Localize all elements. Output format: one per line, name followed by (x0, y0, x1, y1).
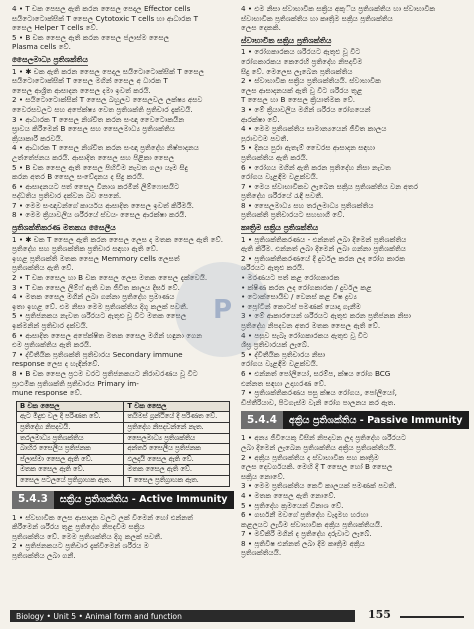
table-cell: T සෛල ප්‍රතිග්‍රාහක ඇත. (124, 475, 230, 486)
text-line: 8 • මෙම ක්‍රියාවලිය ශරීරයේ ස්වයං සෛල ආරක්ෂා කරයි. (12, 210, 187, 220)
text-line: mune response වේ. (12, 388, 83, 398)
footer-bar (10, 610, 355, 622)
text-line: 7 • ද්විතීයික ප්‍රතිශක්ති ප්‍රතිචාරය Secondary immune (12, 349, 183, 359)
text-line: ප්‍රතිදේහ නිපදවන අතර මතක සෛල ඇති වේ. (241, 321, 381, 330)
text-line: එම ප්‍රතිශක්තිය ඇති කරයි. (12, 340, 92, 350)
text-line: • ක්ෂීණ කරන ලද රෝගකාරක / දුර්වල කළ (241, 282, 372, 292)
section-heading: ප්‍රතිශක්තිකරණ මතකය සෛලීය (12, 223, 116, 233)
text-line: ඩිප්තීරියාව, පිටගැස්ම වැනි රෝග පාලනය කර ඇත. (241, 397, 396, 407)
text-line: පද්ධතිය ප්‍රතිචාර දක්වන බව පෙනේ. (12, 191, 122, 201)
text-line: 3 • මේ ආකාරයෙන් ශරීරයට ඇතුළු කරන ප්‍රතිජනක නිසා (241, 311, 411, 321)
table-header-cell: T චක සෛල (124, 401, 230, 412)
text-line: 4 • T චක පෙසල ඇති කරන සෛල පෙදල Effector cells (12, 4, 191, 13)
footer-label: Biology • Unit 5 • Animal form and function (16, 611, 182, 621)
text-line: ප්‍රතිශක්ති ප්‍රතිචාරයට සහභාගී වේ. (241, 210, 345, 220)
section-heading: සෛලමාධ්‍ය ප්‍රතිශක්තිය (12, 54, 88, 64)
text-line: response ලෙස ද හැඳින්වේ. (12, 359, 100, 369)
table-cell: ඇට මිදුළු වල දී පරිණත වේ. (17, 412, 124, 423)
page-footer (0, 607, 474, 629)
text-line: 1 • ප්‍රතිශක්තිකරණය - එන්නත් ලබා දීමෙන් ප්‍රතිශක්තිය (241, 234, 407, 244)
text-line: රෝගය වැළඳීම වළක්වයි. (241, 172, 319, 182)
section1-block (12, 67, 234, 221)
table-row (17, 454, 230, 465)
text-line: 1 • අන්‍ය ජීවියෙකු විසින් නිපදවන ලද ප්‍රතිදේහ ශරීරයට (241, 433, 407, 443)
text-line: 3 • මේ ක්‍රියාවලිය මගින් ශරීරය රෝගයෙන් (241, 104, 371, 114)
text-line: 3 • මෙම ප්‍රතිශක්තිය කෙටි කාලයක් පමණක් පවතී. (241, 481, 397, 491)
table-cell: මතක සෛල ඇති වේ. (124, 465, 230, 476)
text-line: ප්‍රතිශක්තිය ඇති වේ. (12, 263, 74, 273)
table-cell: ඵලදායී සෛල ඇති වේ. (124, 454, 230, 465)
text-line: සෛල ආශ්‍රිත ආසාදන සෛල දමා ඉවත් කරයි. (12, 85, 151, 95)
table-row (17, 465, 230, 476)
footer-rule (400, 616, 464, 618)
text-line: 7 • මව්කිරි මගින් ද ප්‍රතිදේහ දරුවාට ලැබේ. (241, 529, 372, 539)
text-line: පුරාවටම පවතී. (241, 133, 289, 143)
right-column (241, 4, 467, 558)
subsection-heading: කෘත්‍රිම සක්‍රිය ප්‍රතිශක්තිය (241, 223, 319, 233)
text-line: 1 • ස්වභාවික ලෙස ආසාදන වලට ලක් වීමෙන් හෝ එන්නත් (12, 512, 193, 522)
text-line: Plasma cells වේ. (12, 42, 71, 52)
table-row (17, 422, 230, 433)
text-line: සක්‍රිය නොවේ. (241, 471, 285, 481)
text-line: ඇති කිරීම. එන්නත් ලබා දීමෙන් ලබා ගන්නා ප්‍රතිශක්තිය (241, 244, 406, 254)
text-line: 8 • ප්‍රතිවිෂ එන්නත් ලබා දීම කෘත්‍රිම අක්‍රිය (241, 538, 365, 548)
text-line: 5 • B චක සෛල ඇති කරන සෛල ජලාස්ම සෛල (12, 32, 170, 42)
text-line: 7 • ප්‍රතිශක්තිකරණය පසු ක්ෂය රෝගය, පෝලියෝ, (241, 388, 397, 398)
text-line: ස්‍රාවය කිරීමෙන් B සෛල සහ සෛලමාධ්‍ය ප්‍රතිශක්තිය (12, 124, 175, 134)
banner-number: 5.4.4 (241, 411, 283, 429)
text-line: 4 • ආධාරක T සෛල නිශ්චිත කරන සංඥා ප්‍රතිදේහ නිෂ්පාදනය (12, 143, 200, 153)
text-line: 1 • ✱ චක T සෛල ඇති කරන සෛල ලෙස ද මතක සෛල ඇති වේ. (12, 234, 224, 244)
text-line: සයිටොටොක්සික් T සෛල මගින් සෛල අ ධාරක T (12, 76, 168, 86)
passive-immunity-block (241, 433, 467, 558)
table-cell: බාහිර සෛලීය ප්‍රතිජනක (17, 444, 124, 455)
text-line: ලබා දීමෙන් ලැබෙන ප්‍රතිශක්තිය අක්‍රිය ප්‍රතිශක්තියයි. (241, 442, 397, 452)
text-line: ස්වාභාවික ප්‍රතිශක්තිය හා කෘත්‍රිම සක්‍රිය ප්‍රතිශක්තිය (241, 13, 393, 23)
natural-active-block (241, 47, 467, 220)
table-cell: ප්‍රතිදේහ නිපදවන්නේ නැත. (124, 422, 230, 433)
text-line: කිරීමෙන් ශරීරය තුළ ප්‍රතිදේහ නිපදවීම සක්‍රිය (12, 522, 145, 532)
text-line: 1 • රෝගකාරකය ශරීරයට ඇතුළු වූ විට (241, 47, 361, 57)
text-line: ප්‍රාථමික ප්‍රතිශක්ති ප්‍රතිචාරය Primary im- (12, 378, 139, 388)
text-line: රෝගය වැළඳීම වළක්වයි. (241, 359, 319, 369)
text-line: ප්‍රතිශක්තිය වේ. මෙම ප්‍රතිශක්තිය දිගු කලක් පවතී. (12, 531, 163, 541)
table-row (17, 475, 230, 486)
text-line: ආරක්ෂා වේ. (241, 114, 280, 124)
subsection-heading: ස්වාභාවික සක්‍රිය ප්‍රතිශක්තිය (241, 35, 332, 45)
text-line: සයිටොටොක්සික් T සෛල Cytotoxic T cells හා ආධාරක T (12, 13, 199, 23)
text-line: ශීඝ්‍ර ප්‍රතිචාරයක් ලැබේ. (241, 340, 310, 350)
text-line: ප්‍රතිදේහ ශරීරයේ රැඳී පවතී. (241, 191, 324, 201)
text-line: වෛරසවලට සහ අපේක්ෂ්‍ය වෙත ප්‍රතිශක්ති ප්‍රතිචාර දැක්වයි. (12, 104, 193, 114)
table-cell: තයිමස් ග්‍රන්ථියේ දී පරිණත වේ. (124, 412, 230, 423)
text-line: T සෛල හා B සෛල ක්‍රියාත්මක වේ. (241, 95, 356, 105)
banner-title: අක්‍රිය ප්‍රතිශක්තිය - Passive Immunity (283, 411, 469, 429)
text-line: ලෙස දෙකකි. (241, 23, 281, 33)
text-line: 1 • ✱ චක ඇති කරන සෛල පෙදල සයිටොටොක්සික් T සෛල (12, 66, 205, 76)
text-line: ප්‍රතිදේහ සහ ප්‍රතිශක්තික ප්‍රතිචාර සඳහා ඇති වේ. (12, 244, 159, 254)
text-line: සිදු වේ. මෙලෙස ලැබෙන ප්‍රතිශක්තිය (241, 66, 353, 76)
text-line: 5 • ප්‍රතිදේහ ක්‍රමයෙන් විනාශ වේ. (241, 500, 344, 510)
table-cell: මතක සෛල ඇති වේ. (17, 465, 124, 476)
table-row (17, 433, 230, 444)
bt-cell-comparison-table (16, 401, 230, 487)
text-line: 4 • මතක සෛල මගින් ලබා ගන්නා ප්‍රතිදේහ ප්‍රමාණය (12, 292, 175, 302)
text-line: • ප්‍රෝටීන් කොටස් පමණක් යොදා ගැනීම (241, 301, 361, 311)
text-line: 2 • ස්වාභාවික සක්‍රිය ප්‍රතිශක්තියයි. ස්වාභාවික (241, 76, 381, 86)
text-line: ඉක්මනින් ප්‍රතිචාර දක්වයි. (12, 321, 88, 330)
text-line: 5 • ද්විතීයික ප්‍රතිචාරය නිසා (241, 349, 326, 359)
text-line: 6 • රෝගය මගින් ඇති කරන ප්‍රතිදේහ නිසා නැවත (241, 162, 391, 172)
text-line: සෛල Helper T cells වේ. (12, 23, 98, 33)
text-line: 7 • මෙම සංඥාවන්ගේ කාර්යය ආසාදිත සෛල ඉවත් කිරීමයි. (12, 200, 194, 210)
table-row (17, 412, 230, 423)
text-line: 2 • අක්‍රිය ප්‍රතිශක්තිය ද ස්වාභාවික සහ කෘත්‍රිම (241, 452, 379, 462)
page-number: 155 (368, 608, 391, 621)
table-header-row (17, 401, 230, 412)
table-header-cell: B චක සෛල (17, 401, 124, 412)
text-line: උත්තේජනය කරයි. ආසාදිත සෛල සහ පිළිකා සෛල (12, 152, 175, 162)
text-line: ශරීරයට ඇතුළු කරයි. (241, 263, 305, 273)
text-line: 8 • සෛලමාධ්‍ය සහ තරලමාධ්‍ය ප්‍රතිශක්තිය (241, 200, 374, 210)
text-line: 6 • ගර්භනී මවගේ ප්‍රතිදේහ වැදෑමහ හරහා (241, 510, 369, 520)
text-line: 8 • B චක සෛල ප්‍රථම වරට ප්‍රතිජනකයට නිරාවරණය වූ විට (12, 368, 198, 378)
text-line: ප්‍රතිශක්තිය ලබා ගනී. (12, 550, 76, 560)
active-immunity-block (12, 513, 234, 561)
text-line: 6 • ආසාදනයට පත් සෛල විනාශ කරමින් ලිම්ෆොසයිට (12, 181, 180, 191)
artificial-active-block (241, 235, 467, 408)
text-line: 5 • දිනය පුරා ඇතැම් වෛරස ආසාදන සඳහා (241, 143, 376, 153)
banner-number: 5.4.3 (12, 491, 54, 509)
text-line: ප්‍රතිශක්තිය ඇති කරයි. (241, 152, 308, 162)
text-line: 5 • ප්‍රතිජනකය නැවත ශරීරයට ඇතුළු වූ විට මතක සෛල (12, 311, 187, 321)
text-line: ප්‍රතිශක්තියයි. (241, 548, 282, 558)
banner-title: සක්‍රිය ප්‍රතිශක්තිය - Active Immunity (54, 491, 234, 509)
table-cell: තරලමාධ්‍ය ප්‍රතිශක්තිය (17, 433, 124, 444)
text-line: 2 • T චක සෛල හා B චක සෛල ලෙස මතක සෛල දැක්වෙයි. (12, 273, 208, 283)
intro-block (12, 4, 234, 52)
table-cell: ප්‍රතිදේහ නිපදවයි. (17, 422, 124, 433)
text-line: කරන අතර B සෛල සංවේදනය ද සිදු කරයි. (12, 172, 145, 182)
table-cell: ප්ලාස්මා සෛල ඇති වේ. (17, 454, 124, 465)
text-line: 5 • B චක සෛල ඇති සෛල පිහිටීම නැවත ගලා යෑම සිදු (12, 162, 188, 172)
text-line: 4 • මෙම ප්‍රතිශක්තිය සාමාන්‍යයෙන් ජීවිත කාලය (241, 124, 387, 134)
text-line: 2 • සයිටොටොක්සික් T සෛල බහුලව සෛලවල ලක්ෂ්‍ය අසව (12, 95, 203, 105)
text-line: ඉතා ඉහළ වේ. එම නිසා මෙම ප්‍රතිශක්තිය දිගු කලක් පවතී. (12, 301, 189, 311)
text-line: ක්‍රියාකාරී කරවයි. (12, 133, 63, 143)
text-line: 3 • ආධාරක T සෛල නිශ්චිත කරන සංඥා වෛටොකයින (12, 114, 185, 124)
text-line: කළලයට ලැබීම ස්වාභාවික අක්‍රිය ප්‍රතිශක්තියයි. (241, 519, 383, 529)
table-row (17, 444, 230, 455)
text-line: 7 • මෙය ස්වාභාවිකව ලැබෙන සක්‍රිය ප්‍රතිශක්තිය වන අතර (241, 181, 419, 191)
text-line: ලෙස දෙවර්ගයකි. මෙහි දී T සෛල හෝ B සෛල (241, 462, 393, 472)
text-line: 4 • එම නිසා ස්වාභාවික සක්‍රිය අකුිය ප්‍රතිශක්තිය හා ස්වාභාවික (241, 4, 436, 13)
text-line: • ටොක්සොයිඩ / වෙනස් කළ විෂ ද්‍රව්‍ය (241, 292, 357, 302)
text-line: ඉහළ ප්‍රතිශක්ති මතක සෛල Memmory cells ලෙසත් (12, 253, 180, 263)
watermark-logo: P (175, 262, 270, 357)
text-line: • මරණයට පත් කළ රෝගකාරක (241, 273, 340, 283)
text-line: 4 • මතක සෛල ඇති නොවේ. (241, 490, 336, 500)
text-line: රෝගකාරකය කෙරෙහි ප්‍රතිදේහ නිපදවීම (241, 56, 363, 66)
table-cell: අන්තර් සෛලීය ප්‍රතිජනක (124, 444, 230, 455)
text-line: 2 • ප්‍රතිජනකයට ප්‍රතිචාර දැක්වීමෙන් ශරීරය ම (12, 541, 149, 551)
text-line: එන්නත සඳහා උදාහරණ වේ. (241, 378, 327, 388)
section-banner-active-immunity (12, 491, 234, 509)
text-line: 6 • එන්නත් පෝලියෝ, සරම්ප, ක්ෂය රෝග BCG (241, 368, 391, 378)
table-cell: සෛල පටලයේ ප්‍රතිග්‍රාහක ඇත. (17, 475, 124, 486)
text-line: 3 • T චක සෛල ලිම්ෆ් ඇති වන ජීවිත කාලය දීර්ඝ වේ. (12, 282, 180, 292)
text-line: 6 • ආසාදිත සෛල අපේක්ෂිත මතක සෛල මගින් හඳුනා ගෙන (12, 330, 203, 340)
section-banner-passive-immunity (241, 411, 467, 429)
text-line: ලෙස ආසාදනයක් ඇති වූ විට ශරීරය තුළ (241, 85, 363, 95)
table-cell: සෛලමාධ්‍ය ප්‍රතිශක්තිය (124, 433, 230, 444)
text-line: 4 • පසුව සැබෑ රෝගකාරකය ඇතුළු වූ විට (241, 330, 369, 340)
text-line: 2 • ප්‍රතිශක්තිකරණයේ දී දුර්වල කරන ලද රෝග කාරක (241, 253, 406, 263)
right-intro-block (241, 4, 467, 33)
